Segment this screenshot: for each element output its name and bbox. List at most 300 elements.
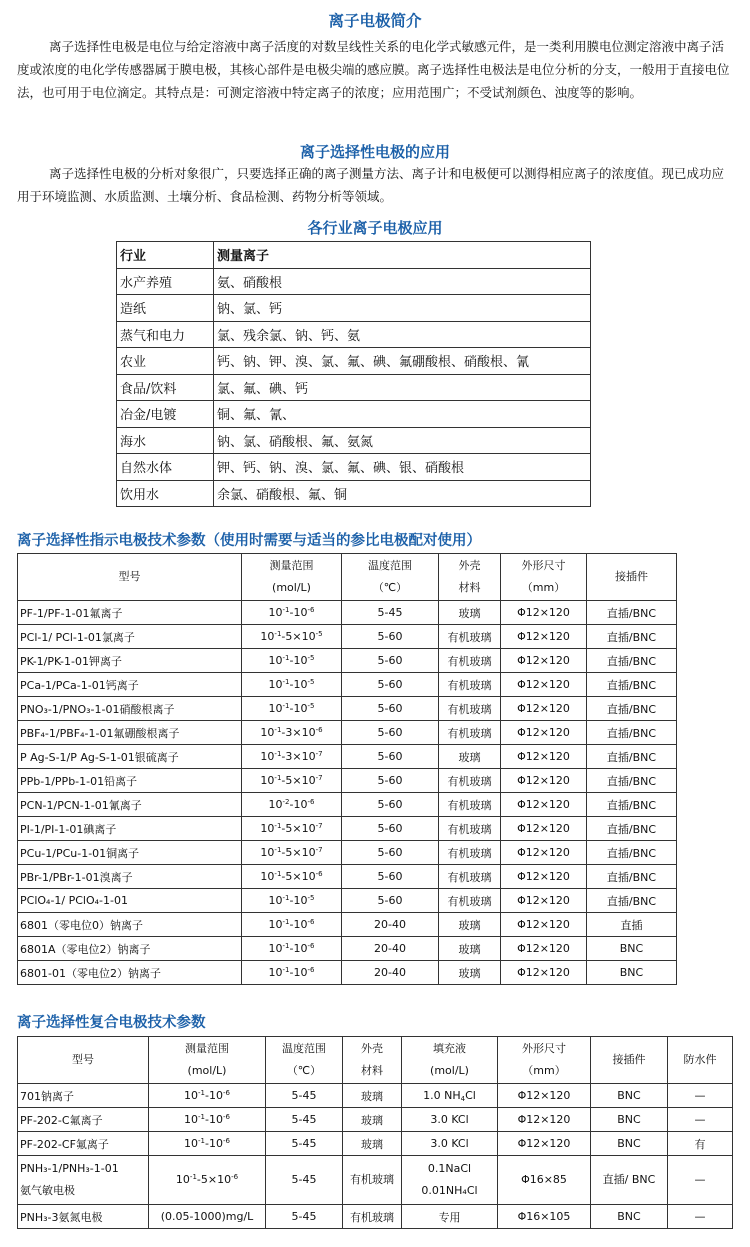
ions-cell [214, 295, 591, 322]
range-mid: -10 [289, 966, 308, 979]
model-name: PBF₄-1/PBF₄-1-01氟硼酸根离子 [20, 726, 180, 740]
range-exp: -7 [315, 822, 323, 830]
range-exp: -1 [274, 870, 282, 878]
temp-cell [342, 865, 439, 889]
size-cell [501, 745, 587, 769]
size-cell [501, 697, 587, 721]
shell-value: 玻璃 [361, 1113, 383, 1127]
model-line: PF-202-CF氟离子 [20, 1137, 109, 1151]
range-exp: -1 [274, 774, 282, 782]
shell-cell [439, 745, 501, 769]
table-row [18, 1108, 733, 1132]
model-line: 氨气敏电极 [20, 1184, 75, 1197]
industry-name: 海水 [120, 434, 147, 450]
range-exp: -1 [198, 1113, 206, 1121]
range-cell [149, 1156, 266, 1205]
size-cell [501, 817, 587, 841]
connector-value: 直插/BNC [606, 750, 657, 764]
connector-value: BNC [619, 966, 644, 979]
range-cell [242, 673, 342, 697]
range-mid: -10 [289, 702, 308, 715]
range-mid: -10 [205, 1089, 223, 1102]
temp-cell [342, 673, 439, 697]
connector-value: 直插/BNC [606, 606, 657, 620]
range-exp: -1 [274, 630, 282, 638]
range-exp: -7 [315, 846, 323, 854]
range-exp: -6 [307, 798, 315, 806]
model-name: PClO₄-1/ PClO₄-1-01 [20, 894, 128, 907]
size-value: Φ12×120 [517, 870, 570, 883]
range-mid: -10 [289, 654, 308, 667]
connector-cell [587, 697, 677, 721]
waterproof-value: — [694, 1089, 706, 1102]
ions-cell [214, 268, 591, 295]
connector-value: 直插/BNC [606, 774, 657, 788]
shell-cell [439, 673, 501, 697]
size-cell [498, 1108, 591, 1132]
range-exp: -5 [307, 702, 315, 710]
connector-value: 直插/BNC [606, 894, 657, 908]
shell-cell [439, 625, 501, 649]
range-base: 10 [260, 750, 275, 763]
range-cell [242, 865, 342, 889]
ions-list: 氨、硝酸根 [217, 275, 283, 291]
industry-cell [117, 480, 214, 507]
shell-value: 玻璃 [458, 606, 481, 620]
column-header [18, 1037, 149, 1084]
table-row [117, 348, 591, 375]
column-header [501, 554, 587, 601]
temp-value: 20-40 [374, 942, 406, 955]
column-header [149, 1037, 266, 1084]
table-row [117, 321, 591, 348]
table-row [18, 1156, 733, 1205]
indicator-title: 离子选择性指示电极技术参数（使用时需要与适当的参比电极配对使用） [17, 533, 481, 549]
temp-value: 5-60 [377, 774, 403, 787]
industry-cell [117, 268, 214, 295]
range-exp: -1 [282, 654, 290, 662]
table-row [117, 454, 591, 481]
range-exp: -1 [282, 966, 290, 974]
shell-value: 玻璃 [361, 1089, 383, 1103]
model-line: 701钠离子 [20, 1089, 74, 1103]
range-mid: -5×10 [281, 822, 316, 835]
composite-title: 离子选择性复合电极技术参数 [17, 1015, 206, 1031]
range-mid: -5×10 [196, 1173, 232, 1186]
temp-cell [342, 601, 439, 625]
range-exp: -6 [222, 1137, 230, 1145]
range-exp: -1 [274, 750, 282, 758]
ions-cell [214, 480, 591, 507]
shell-cell [439, 937, 501, 961]
range-base: 10 [268, 942, 283, 955]
shell-value: 有机玻璃 [447, 702, 492, 716]
connector-cell [591, 1205, 668, 1229]
temp-cell [342, 817, 439, 841]
temp-value: 5-45 [291, 1113, 317, 1126]
size-value: Φ12×120 [517, 1089, 571, 1102]
range-exp: -5 [307, 678, 315, 686]
waterproof-value: — [694, 1113, 706, 1126]
size-value: Φ12×120 [517, 1113, 571, 1126]
shell-cell [439, 769, 501, 793]
ions-list: 钙、钠、钾、溴、氯、氟、碘、氟硼酸根、硝酸根、氰 [217, 355, 530, 371]
temp-cell [342, 961, 439, 985]
connector-value: 直插 [620, 918, 643, 932]
range-cell [242, 649, 342, 673]
range-base: 10 [260, 822, 275, 835]
connector-cell [587, 745, 677, 769]
temp-cell [342, 697, 439, 721]
model-name: PF-1/PF-1-01氟离子 [20, 606, 123, 620]
table-row [117, 268, 591, 295]
range-exp: -1 [274, 822, 282, 830]
connector-cell [587, 625, 677, 649]
industry-name: 食品/饮料 [120, 381, 177, 397]
range-cell [149, 1084, 266, 1108]
range-exp: -1 [198, 1137, 206, 1145]
range-exp: -5 [315, 630, 323, 638]
model-cell [18, 841, 242, 865]
shell-cell [439, 697, 501, 721]
connector-cell [587, 913, 677, 937]
model-name: PPb-1/PPb-1-01铅离子 [20, 774, 138, 788]
size-cell [501, 889, 587, 913]
temp-value: 5-60 [377, 654, 403, 667]
range-exp: -5 [307, 654, 315, 662]
size-value: Φ12×120 [517, 1137, 571, 1150]
range-cell [242, 817, 342, 841]
table-row [117, 401, 591, 428]
header-label: 型号 [72, 1053, 94, 1066]
temp-value: 20-40 [374, 966, 406, 979]
model-cell [18, 793, 242, 817]
shell-cell [439, 841, 501, 865]
fill-line: 0.01NH₄Cl [421, 1184, 478, 1197]
model-cell [18, 961, 242, 985]
model-cell [18, 913, 242, 937]
shell-cell [439, 721, 501, 745]
composite-params-table [17, 1036, 733, 1229]
shell-cell [439, 913, 501, 937]
waterproof-value: — [694, 1210, 706, 1223]
shell-value: 有机玻璃 [447, 630, 492, 644]
range-value: (0.05-1000)mg/L [160, 1210, 254, 1223]
size-value: Φ12×120 [517, 798, 570, 811]
connector-cell [587, 769, 677, 793]
range-mid: -10 [205, 1137, 223, 1150]
connector-value: 直插/BNC [606, 702, 657, 716]
header-line: (mol/L) [272, 581, 311, 594]
table-row [18, 889, 677, 913]
shell-cell [439, 601, 501, 625]
connector-value: BNC [617, 1210, 641, 1223]
ions-cell [214, 401, 591, 428]
range-exp: -1 [282, 702, 290, 710]
range-cell [242, 625, 342, 649]
model-name: PCa-1/PCa-1-01钙离子 [20, 678, 139, 692]
connector-value: BNC [619, 942, 644, 955]
range-base: 10 [260, 846, 275, 859]
shell-cell [343, 1108, 402, 1132]
range-exp: -6 [307, 918, 315, 926]
ions-cell [214, 348, 591, 375]
size-cell [501, 793, 587, 817]
size-value: Φ12×120 [517, 750, 570, 763]
industry-cell [117, 295, 214, 322]
temp-cell [342, 841, 439, 865]
table-row [18, 913, 677, 937]
temp-value: 20-40 [374, 918, 406, 931]
connector-cell [587, 937, 677, 961]
industry-name: 造纸 [120, 302, 147, 318]
model-name: PCN-1/PCN-1-01氰离子 [20, 798, 142, 812]
ions-cell [214, 374, 591, 401]
connector-value: 直插/BNC [606, 846, 657, 860]
range-cell [149, 1108, 266, 1132]
fill-cell [402, 1084, 498, 1108]
column-header [214, 242, 591, 269]
range-base: 10 [268, 702, 283, 715]
size-value: Φ12×120 [517, 966, 570, 979]
range-cell [242, 841, 342, 865]
temp-cell [342, 913, 439, 937]
industry-cell [117, 374, 214, 401]
range-cell [149, 1205, 266, 1229]
temp-cell [266, 1108, 343, 1132]
shell-value: 玻璃 [458, 966, 481, 980]
model-cell [18, 865, 242, 889]
shell-cell [343, 1156, 402, 1205]
model-name: PNO₃-1/PNO₃-1-01硝酸根离子 [20, 702, 175, 716]
fill-cell [402, 1205, 498, 1229]
application-paragraph: 离子选择性电极的分析对象很广，只要选择正确的离子测量方法、离子计和电极便可以测得相应离子的浓度值。现已成功应用于环境监测、水质监测、土壤分析、食品检测、药物分析等领域。 [17, 166, 725, 204]
column-header [668, 1037, 733, 1084]
waterproof-value: — [694, 1173, 706, 1186]
connector-cell [587, 889, 677, 913]
size-value: Φ12×120 [517, 702, 570, 715]
table-row [18, 649, 677, 673]
size-value: Φ12×120 [517, 630, 570, 643]
ions-list: 铜、氟、氰、 [217, 408, 296, 424]
size-value: Φ12×120 [517, 654, 570, 667]
table-header-row [18, 1037, 733, 1084]
size-value: Φ12×120 [517, 774, 570, 787]
model-cell [18, 625, 242, 649]
table-row [18, 793, 677, 817]
model-cell [18, 937, 242, 961]
range-mid: -10 [289, 942, 308, 955]
temp-value: 5-45 [291, 1173, 317, 1186]
size-cell [501, 673, 587, 697]
header-line: （mm） [522, 1064, 566, 1077]
industry-name: 自然水体 [120, 461, 173, 477]
application-title: 离子选择性电极的应用 [299, 143, 450, 161]
fill-cell [402, 1132, 498, 1156]
model-line: PF-202-C氟离子 [20, 1113, 103, 1127]
range-exp: -1 [282, 606, 290, 614]
connector-cell [587, 817, 677, 841]
range-cell [149, 1132, 266, 1156]
range-cell [242, 913, 342, 937]
range-cell [242, 793, 342, 817]
table-row [18, 937, 677, 961]
range-exp: -6 [315, 726, 323, 734]
temp-value: 5-60 [377, 822, 403, 835]
range-base: 10 [268, 798, 283, 811]
connector-value: BNC [617, 1089, 641, 1102]
range-base: 10 [268, 918, 283, 931]
size-value: Φ16×85 [521, 1173, 567, 1186]
model-line: PNH₃-1/PNH₃-1-01 [20, 1162, 119, 1175]
waterproof-cell [668, 1084, 733, 1108]
ions-list: 余氯、硝酸根、氟、铜 [217, 487, 348, 503]
shell-value: 有机玻璃 [447, 822, 492, 836]
shell-cell [343, 1205, 402, 1229]
temp-value: 5-45 [291, 1210, 317, 1223]
connector-cell [591, 1108, 668, 1132]
connector-cell [587, 865, 677, 889]
range-cell [242, 721, 342, 745]
header-line: 外形尺寸 [522, 1042, 566, 1055]
shell-value: 有机玻璃 [447, 678, 492, 692]
model-name: PBr-1/PBr-1-01溴离子 [20, 870, 133, 884]
size-cell [498, 1156, 591, 1205]
size-value: Φ12×120 [517, 918, 570, 931]
table-row [18, 817, 677, 841]
table-row [18, 745, 677, 769]
industry-cell [117, 454, 214, 481]
table-row [117, 374, 591, 401]
range-exp: -6 [307, 606, 315, 614]
size-cell [501, 721, 587, 745]
connector-value: 直插/BNC [606, 726, 657, 740]
column-header [266, 1037, 343, 1084]
connector-cell [591, 1132, 668, 1156]
connector-value: 直插/BNC [606, 870, 657, 884]
range-mid: -5×10 [281, 630, 316, 643]
size-value: Φ12×120 [517, 678, 570, 691]
temp-value: 5-45 [291, 1089, 317, 1102]
connector-cell [587, 649, 677, 673]
header-label: 防水件 [683, 1053, 717, 1066]
range-exp: -7 [315, 774, 323, 782]
table-row [117, 480, 591, 507]
size-cell [501, 913, 587, 937]
temp-value: 5-45 [377, 606, 403, 619]
table-row [18, 1084, 733, 1108]
header-label: 测量离子 [217, 249, 270, 265]
ions-cell [214, 321, 591, 348]
size-cell [498, 1132, 591, 1156]
fill-cell [402, 1108, 498, 1132]
range-mid: -10 [289, 798, 308, 811]
model-line: PNH₃-3氨氮电极 [20, 1210, 103, 1224]
connector-value: 直插/BNC [606, 798, 657, 812]
waterproof-cell [668, 1108, 733, 1132]
table-row [18, 721, 677, 745]
range-exp: -6 [307, 966, 315, 974]
fill-value: 3.0 KCl [430, 1137, 469, 1150]
industry-cell [117, 348, 214, 375]
column-header [342, 554, 439, 601]
ions-cell [214, 454, 591, 481]
range-exp: -1 [282, 918, 290, 926]
industry-cell [117, 401, 214, 428]
temp-cell [266, 1084, 343, 1108]
shell-value: 有机玻璃 [447, 726, 492, 740]
header-line: 材料 [361, 1064, 383, 1077]
intro-paragraph: 离子选择性电极是电位与给定溶液中离子活度的对数呈线性关系的电化学式敏感元件，是一类利用膜电位测定溶液中离子活度或浓度的电化学传感器属于膜电极，其核心部件是电极尖端的感应膜。离子选择性电极法是电位分析的分支，一般用于直接电位法，也可用于电位滴定。其特点是：可测定溶液中特定离子的浓度；应用范围广；不受试剂颜色、浊度等的影响。 [17, 39, 730, 100]
table-row [18, 769, 677, 793]
size-cell [501, 841, 587, 865]
size-cell [498, 1205, 591, 1229]
range-mid: -10 [289, 894, 308, 907]
shell-cell [343, 1084, 402, 1108]
connector-cell [591, 1084, 668, 1108]
header-label: 接插件 [615, 570, 648, 583]
header-line: （℃） [286, 1064, 322, 1077]
range-exp: -1 [274, 726, 282, 734]
range-exp: -6 [231, 1173, 239, 1181]
connector-cell [587, 673, 677, 697]
connector-value: 直插/ BNC [602, 1173, 656, 1186]
ions-list: 钠、氯、硝酸根、氟、氨氮 [217, 434, 374, 450]
temp-cell [342, 721, 439, 745]
range-base: 10 [184, 1113, 199, 1126]
connector-value: 直插/BNC [606, 822, 657, 836]
temp-cell [342, 625, 439, 649]
temp-value: 5-60 [377, 726, 403, 739]
column-header [343, 1037, 402, 1084]
range-mid: -3×10 [281, 750, 316, 763]
temp-cell [342, 745, 439, 769]
fill-cell [402, 1156, 498, 1205]
industry-title: 各行业离子电极应用 [307, 219, 443, 237]
shell-value: 玻璃 [458, 942, 481, 956]
model-name: 6801A（零电位2）钠离子 [20, 942, 151, 956]
temp-value: 5-60 [377, 750, 403, 763]
waterproof-value: 有 [694, 1137, 706, 1151]
range-base: 10 [268, 606, 283, 619]
temp-cell [342, 769, 439, 793]
temp-value: 5-60 [377, 678, 403, 691]
header-line: (mol/L) [430, 1064, 469, 1077]
temp-value: 5-60 [377, 630, 403, 643]
connector-value: BNC [617, 1113, 641, 1126]
temp-cell [342, 649, 439, 673]
range-base: 10 [184, 1137, 199, 1150]
table-row [18, 841, 677, 865]
column-header [242, 554, 342, 601]
range-exp: -1 [198, 1089, 206, 1097]
connector-cell [587, 961, 677, 985]
temp-value: 5-60 [377, 870, 403, 883]
range-base: 10 [260, 774, 275, 787]
waterproof-cell [668, 1205, 733, 1229]
table-row [18, 673, 677, 697]
column-header [587, 554, 677, 601]
table-header-row [117, 242, 591, 269]
shell-value: 玻璃 [458, 918, 481, 932]
header-label: 接插件 [612, 1053, 646, 1066]
shell-cell [439, 961, 501, 985]
industry-name: 冶金/电镀 [120, 408, 177, 424]
industry-name: 饮用水 [120, 487, 160, 503]
connector-value: 直插/BNC [606, 678, 657, 692]
shell-value: 有机玻璃 [447, 870, 492, 884]
range-base: 10 [268, 894, 283, 907]
